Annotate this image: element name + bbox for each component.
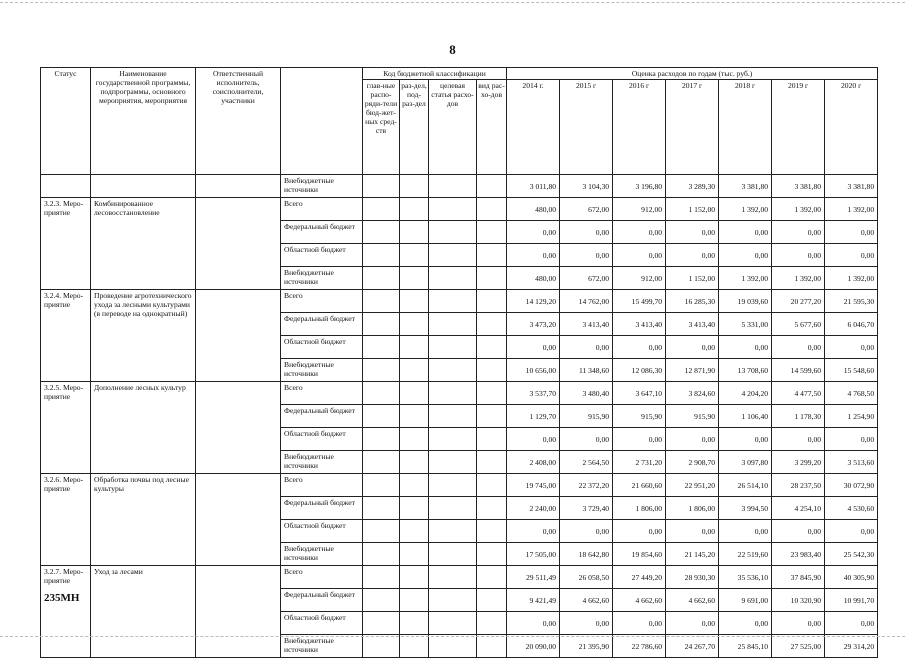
responsible-cell bbox=[196, 175, 281, 198]
value-cell: 21 595,30 bbox=[825, 290, 878, 313]
code-cell bbox=[429, 405, 477, 428]
status-cell: 3.2.5. Меро-приятие bbox=[41, 382, 91, 474]
value-cell: 1 129,70 bbox=[507, 405, 560, 428]
value-cell: 0,00 bbox=[666, 612, 719, 635]
status-cell: 3.2.6. Меро-приятие bbox=[41, 474, 91, 566]
name-cell: Проведение агротехнического ухода за лесными культурами (в переводе на однократный) bbox=[91, 290, 196, 382]
source-cell: Областной бюджет bbox=[281, 244, 363, 267]
value-cell: 0,00 bbox=[507, 520, 560, 543]
code-cell bbox=[429, 612, 477, 635]
value-cell: 0,00 bbox=[507, 244, 560, 267]
value-cell: 6 046,70 bbox=[825, 313, 878, 336]
value-cell: 0,00 bbox=[666, 221, 719, 244]
code-cell bbox=[477, 589, 507, 612]
table-row bbox=[41, 198, 878, 221]
value-cell: 0,00 bbox=[772, 612, 825, 635]
responsible-cell bbox=[196, 198, 281, 290]
source-cell: Внебюджетные источники bbox=[281, 635, 363, 658]
value-cell: 15 499,70 bbox=[613, 290, 666, 313]
value-cell: 4 254,10 bbox=[772, 497, 825, 520]
value-cell: 1 392,00 bbox=[772, 267, 825, 290]
code-cell bbox=[400, 405, 429, 428]
value-cell: 28 237,50 bbox=[772, 474, 825, 497]
value-cell: 5 331,00 bbox=[719, 313, 772, 336]
value-cell: 1 392,00 bbox=[825, 198, 878, 221]
value-cell: 30 072,90 bbox=[825, 474, 878, 497]
footer-code: 235МН bbox=[44, 592, 80, 604]
header-source bbox=[281, 68, 363, 175]
value-cell: 23 983,40 bbox=[772, 543, 825, 566]
code-cell bbox=[363, 336, 400, 359]
value-cell: 1 106,40 bbox=[719, 405, 772, 428]
table-row bbox=[41, 175, 878, 198]
code-cell bbox=[400, 635, 429, 658]
code-cell bbox=[477, 543, 507, 566]
value-cell: 22 372,20 bbox=[560, 474, 613, 497]
code-cell bbox=[363, 221, 400, 244]
value-cell: 0,00 bbox=[772, 336, 825, 359]
code-cell bbox=[400, 382, 429, 405]
name-cell: Уход за лесами bbox=[91, 566, 196, 658]
code-cell bbox=[363, 428, 400, 451]
code-cell bbox=[429, 290, 477, 313]
source-cell: Внебюджетные источники bbox=[281, 451, 363, 474]
status-cell: 3.2.3. Меро-приятие bbox=[41, 198, 91, 290]
value-cell: 4 662,60 bbox=[666, 589, 719, 612]
source-cell: Внебюджетные источники bbox=[281, 359, 363, 382]
code-cell bbox=[363, 589, 400, 612]
value-cell: 0,00 bbox=[772, 428, 825, 451]
value-cell: 19 745,00 bbox=[507, 474, 560, 497]
code-cell bbox=[400, 520, 429, 543]
value-cell: 1 392,00 bbox=[719, 198, 772, 221]
code-cell bbox=[400, 474, 429, 497]
header-year: 2014 г. bbox=[507, 80, 560, 175]
value-cell: 480,00 bbox=[507, 267, 560, 290]
code-cell bbox=[400, 612, 429, 635]
value-cell: 0,00 bbox=[613, 221, 666, 244]
value-cell: 3 196,80 bbox=[613, 175, 666, 198]
value-cell: 18 642,80 bbox=[560, 543, 613, 566]
code-cell bbox=[363, 175, 400, 198]
value-cell: 0,00 bbox=[560, 520, 613, 543]
source-cell: Внебюджетные источники bbox=[281, 175, 363, 198]
value-cell: 3 824,60 bbox=[666, 382, 719, 405]
value-cell: 0,00 bbox=[719, 612, 772, 635]
value-cell: 0,00 bbox=[507, 336, 560, 359]
header-estimate: Оценка расходов по годам (тыс. руб.) bbox=[507, 68, 878, 80]
code-cell bbox=[477, 359, 507, 382]
value-cell: 3 413,40 bbox=[666, 313, 719, 336]
value-cell: 19 854,60 bbox=[613, 543, 666, 566]
code-cell bbox=[400, 313, 429, 336]
code-cell bbox=[363, 451, 400, 474]
value-cell: 22 786,60 bbox=[613, 635, 666, 658]
value-cell: 12 086,30 bbox=[613, 359, 666, 382]
code-cell bbox=[400, 497, 429, 520]
status-cell: 3.2.4. Меро-приятие bbox=[41, 290, 91, 382]
value-cell: 0,00 bbox=[613, 336, 666, 359]
code-cell bbox=[363, 198, 400, 221]
value-cell: 0,00 bbox=[507, 221, 560, 244]
source-cell: Внебюджетные источники bbox=[281, 267, 363, 290]
code-cell bbox=[429, 244, 477, 267]
code-cell bbox=[400, 428, 429, 451]
header-year: 2017 г bbox=[666, 80, 719, 175]
code-cell bbox=[429, 589, 477, 612]
name-cell: Комбинированное лесовосстановление bbox=[91, 198, 196, 290]
source-cell: Областной бюджет bbox=[281, 336, 363, 359]
code-cell bbox=[477, 497, 507, 520]
code-cell bbox=[363, 382, 400, 405]
source-cell: Областной бюджет bbox=[281, 428, 363, 451]
responsible-cell bbox=[196, 290, 281, 382]
value-cell: 0,00 bbox=[719, 428, 772, 451]
value-cell: 915,90 bbox=[613, 405, 666, 428]
value-cell: 1 392,00 bbox=[772, 198, 825, 221]
value-cell: 14 762,00 bbox=[560, 290, 613, 313]
source-cell: Федеральный бюджет bbox=[281, 313, 363, 336]
value-cell: 4 530,60 bbox=[825, 497, 878, 520]
value-cell: 912,00 bbox=[613, 267, 666, 290]
code-cell bbox=[400, 290, 429, 313]
header-year: 2015 г bbox=[560, 80, 613, 175]
source-cell: Федеральный бюджет bbox=[281, 405, 363, 428]
code-cell bbox=[400, 175, 429, 198]
header-budget-code: Код бюджетной классификации bbox=[363, 68, 507, 80]
value-cell: 0,00 bbox=[613, 428, 666, 451]
value-cell: 0,00 bbox=[772, 221, 825, 244]
page-number: 8 bbox=[449, 42, 456, 57]
value-cell: 12 871,90 bbox=[666, 359, 719, 382]
status-cell bbox=[41, 175, 91, 198]
table-row bbox=[41, 290, 878, 313]
header-code-col: целевая статья расхо-дов bbox=[429, 80, 477, 175]
value-cell: 1 178,30 bbox=[772, 405, 825, 428]
code-cell bbox=[429, 267, 477, 290]
value-cell: 0,00 bbox=[507, 612, 560, 635]
value-cell: 0,00 bbox=[825, 612, 878, 635]
header-name: Наименование государственной программы, подпрограммы, основного мероприятия, мероприятия bbox=[91, 68, 196, 175]
value-cell: 35 536,10 bbox=[719, 566, 772, 589]
value-cell: 19 039,60 bbox=[719, 290, 772, 313]
value-cell: 27 449,20 bbox=[613, 566, 666, 589]
code-cell bbox=[477, 267, 507, 290]
value-cell: 0,00 bbox=[825, 244, 878, 267]
header-year: 2020 г bbox=[825, 80, 878, 175]
code-cell bbox=[400, 543, 429, 566]
name-cell: Обработка почвы под лесные культуры bbox=[91, 474, 196, 566]
value-cell: 0,00 bbox=[666, 428, 719, 451]
value-cell: 13 708,60 bbox=[719, 359, 772, 382]
value-cell: 9 421,49 bbox=[507, 589, 560, 612]
header-code-col: глав-ные распо-ряди-тели бюд-жет-ных сред-ств bbox=[363, 80, 400, 175]
code-cell bbox=[429, 635, 477, 658]
header-code-col: вид рас-хо-дов bbox=[477, 80, 507, 175]
header-year: 2018 г bbox=[719, 80, 772, 175]
code-cell bbox=[477, 520, 507, 543]
value-cell: 3 413,40 bbox=[613, 313, 666, 336]
value-cell: 2 731,20 bbox=[613, 451, 666, 474]
code-cell bbox=[477, 474, 507, 497]
value-cell: 24 267,70 bbox=[666, 635, 719, 658]
value-cell: 3 480,40 bbox=[560, 382, 613, 405]
code-cell bbox=[429, 428, 477, 451]
code-cell bbox=[429, 359, 477, 382]
code-cell bbox=[429, 497, 477, 520]
source-cell: Федеральный бюджет bbox=[281, 221, 363, 244]
value-cell: 20 277,20 bbox=[772, 290, 825, 313]
code-cell bbox=[429, 543, 477, 566]
value-cell: 4 662,60 bbox=[613, 589, 666, 612]
code-cell bbox=[429, 382, 477, 405]
value-cell: 22 951,20 bbox=[666, 474, 719, 497]
source-cell: Областной бюджет bbox=[281, 520, 363, 543]
code-cell bbox=[363, 635, 400, 658]
value-cell: 2 908,70 bbox=[666, 451, 719, 474]
value-cell: 1 152,00 bbox=[666, 198, 719, 221]
header-responsible: Ответственный исполнитель, соисполнители, участники bbox=[196, 68, 281, 175]
value-cell: 21 660,60 bbox=[613, 474, 666, 497]
value-cell: 915,90 bbox=[560, 405, 613, 428]
source-cell: Всего bbox=[281, 474, 363, 497]
value-cell: 4 662,60 bbox=[560, 589, 613, 612]
code-cell bbox=[400, 244, 429, 267]
value-cell: 0,00 bbox=[825, 336, 878, 359]
value-cell: 3 381,80 bbox=[825, 175, 878, 198]
code-cell bbox=[429, 566, 477, 589]
code-cell bbox=[363, 290, 400, 313]
code-cell bbox=[429, 221, 477, 244]
code-cell bbox=[363, 543, 400, 566]
source-cell: Всего bbox=[281, 566, 363, 589]
value-cell: 25 542,30 bbox=[825, 543, 878, 566]
code-cell bbox=[400, 336, 429, 359]
value-cell: 1 152,00 bbox=[666, 267, 719, 290]
value-cell: 17 505,00 bbox=[507, 543, 560, 566]
value-cell: 0,00 bbox=[560, 612, 613, 635]
value-cell: 10 991,70 bbox=[825, 589, 878, 612]
value-cell: 27 525,00 bbox=[772, 635, 825, 658]
value-cell: 14 599,60 bbox=[772, 359, 825, 382]
code-cell bbox=[477, 405, 507, 428]
code-cell bbox=[400, 589, 429, 612]
code-cell bbox=[400, 451, 429, 474]
code-cell bbox=[363, 474, 400, 497]
value-cell: 0,00 bbox=[772, 520, 825, 543]
value-cell: 0,00 bbox=[560, 221, 613, 244]
header-year: 2019 г bbox=[772, 80, 825, 175]
code-cell bbox=[477, 382, 507, 405]
value-cell: 10 320,90 bbox=[772, 589, 825, 612]
value-cell: 672,00 bbox=[560, 198, 613, 221]
value-cell: 0,00 bbox=[825, 428, 878, 451]
code-cell bbox=[477, 635, 507, 658]
value-cell: 2 408,00 bbox=[507, 451, 560, 474]
value-cell: 0,00 bbox=[613, 612, 666, 635]
value-cell: 3 299,20 bbox=[772, 451, 825, 474]
value-cell: 26 058,50 bbox=[560, 566, 613, 589]
value-cell: 0,00 bbox=[560, 244, 613, 267]
value-cell: 3 097,80 bbox=[719, 451, 772, 474]
value-cell: 1 392,00 bbox=[825, 267, 878, 290]
name-cell bbox=[91, 175, 196, 198]
top-border-line bbox=[0, 2, 905, 3]
value-cell: 21 395,90 bbox=[560, 635, 613, 658]
value-cell: 912,00 bbox=[613, 198, 666, 221]
value-cell: 15 548,60 bbox=[825, 359, 878, 382]
responsible-cell bbox=[196, 382, 281, 474]
value-cell: 0,00 bbox=[666, 520, 719, 543]
status-cell: 3.2.7. Меро-приятие bbox=[41, 566, 91, 658]
value-cell: 3 381,80 bbox=[719, 175, 772, 198]
code-cell bbox=[363, 359, 400, 382]
value-cell: 0,00 bbox=[719, 520, 772, 543]
header-status: Статус bbox=[41, 68, 91, 175]
value-cell: 21 145,20 bbox=[666, 543, 719, 566]
code-cell bbox=[429, 520, 477, 543]
code-cell bbox=[363, 612, 400, 635]
value-cell: 3 104,30 bbox=[560, 175, 613, 198]
value-cell: 5 677,60 bbox=[772, 313, 825, 336]
responsible-cell bbox=[196, 474, 281, 566]
value-cell: 1 806,00 bbox=[666, 497, 719, 520]
value-cell: 915,90 bbox=[666, 405, 719, 428]
value-cell: 25 845,10 bbox=[719, 635, 772, 658]
value-cell: 0,00 bbox=[719, 244, 772, 267]
code-cell bbox=[477, 175, 507, 198]
value-cell: 29 314,20 bbox=[825, 635, 878, 658]
value-cell: 9 691,00 bbox=[719, 589, 772, 612]
budget-table bbox=[40, 67, 878, 658]
code-cell bbox=[400, 359, 429, 382]
code-cell bbox=[363, 313, 400, 336]
code-cell bbox=[429, 313, 477, 336]
value-cell: 3 289,30 bbox=[666, 175, 719, 198]
code-cell bbox=[477, 244, 507, 267]
code-cell bbox=[477, 198, 507, 221]
responsible-cell bbox=[196, 566, 281, 658]
code-cell bbox=[363, 497, 400, 520]
source-cell: Федеральный бюджет bbox=[281, 589, 363, 612]
value-cell: 4 477,50 bbox=[772, 382, 825, 405]
value-cell: 1 392,00 bbox=[719, 267, 772, 290]
value-cell: 4 204,20 bbox=[719, 382, 772, 405]
code-cell bbox=[477, 221, 507, 244]
value-cell: 4 768,50 bbox=[825, 382, 878, 405]
value-cell: 480,00 bbox=[507, 198, 560, 221]
value-cell: 3 381,80 bbox=[772, 175, 825, 198]
code-cell bbox=[429, 336, 477, 359]
name-cell: Дополнение лесных культур bbox=[91, 382, 196, 474]
code-cell bbox=[400, 198, 429, 221]
value-cell: 22 519,60 bbox=[719, 543, 772, 566]
code-cell bbox=[400, 566, 429, 589]
value-cell: 0,00 bbox=[613, 520, 666, 543]
code-cell bbox=[400, 221, 429, 244]
value-cell: 3 413,40 bbox=[560, 313, 613, 336]
value-cell: 3 513,60 bbox=[825, 451, 878, 474]
value-cell: 0,00 bbox=[560, 428, 613, 451]
value-cell: 16 285,30 bbox=[666, 290, 719, 313]
value-cell: 0,00 bbox=[666, 244, 719, 267]
value-cell: 14 129,20 bbox=[507, 290, 560, 313]
value-cell: 2 240,00 bbox=[507, 497, 560, 520]
bottom-border-line bbox=[0, 636, 905, 637]
source-cell: Федеральный бюджет bbox=[281, 497, 363, 520]
header-code-col: раз-дел, под-раз-дел bbox=[400, 80, 429, 175]
value-cell: 0,00 bbox=[666, 336, 719, 359]
source-cell: Всего bbox=[281, 382, 363, 405]
value-cell: 29 511,49 bbox=[507, 566, 560, 589]
value-cell: 672,00 bbox=[560, 267, 613, 290]
value-cell: 26 514,10 bbox=[719, 474, 772, 497]
code-cell bbox=[363, 244, 400, 267]
value-cell: 20 090,00 bbox=[507, 635, 560, 658]
value-cell: 0,00 bbox=[825, 520, 878, 543]
table-row bbox=[41, 474, 878, 497]
value-cell: 11 348,60 bbox=[560, 359, 613, 382]
table-row bbox=[41, 566, 878, 589]
source-cell: Внебюджетные источники bbox=[281, 543, 363, 566]
code-cell bbox=[477, 336, 507, 359]
code-cell bbox=[363, 520, 400, 543]
value-cell: 1 254,90 bbox=[825, 405, 878, 428]
code-cell bbox=[477, 313, 507, 336]
value-cell: 0,00 bbox=[772, 244, 825, 267]
code-cell bbox=[477, 428, 507, 451]
value-cell: 2 564,50 bbox=[560, 451, 613, 474]
code-cell bbox=[477, 451, 507, 474]
header-year: 2016 г bbox=[613, 80, 666, 175]
source-cell: Областной бюджет bbox=[281, 612, 363, 635]
value-cell: 3 011,80 bbox=[507, 175, 560, 198]
code-cell bbox=[363, 405, 400, 428]
code-cell bbox=[477, 566, 507, 589]
code-cell bbox=[363, 267, 400, 290]
value-cell: 0,00 bbox=[719, 221, 772, 244]
code-cell bbox=[429, 451, 477, 474]
value-cell: 28 930,30 bbox=[666, 566, 719, 589]
value-cell: 0,00 bbox=[719, 336, 772, 359]
value-cell: 40 305,90 bbox=[825, 566, 878, 589]
value-cell: 0,00 bbox=[560, 336, 613, 359]
code-cell bbox=[429, 474, 477, 497]
value-cell: 0,00 bbox=[613, 244, 666, 267]
code-cell bbox=[400, 267, 429, 290]
code-cell bbox=[477, 612, 507, 635]
source-cell: Всего bbox=[281, 198, 363, 221]
value-cell: 3 994,50 bbox=[719, 497, 772, 520]
value-cell: 3 729,40 bbox=[560, 497, 613, 520]
code-cell bbox=[429, 175, 477, 198]
value-cell: 10 656,00 bbox=[507, 359, 560, 382]
code-cell bbox=[363, 566, 400, 589]
value-cell: 1 806,00 bbox=[613, 497, 666, 520]
code-cell bbox=[429, 198, 477, 221]
value-cell: 37 845,90 bbox=[772, 566, 825, 589]
value-cell: 3 647,10 bbox=[613, 382, 666, 405]
value-cell: 3 473,20 bbox=[507, 313, 560, 336]
source-cell: Всего bbox=[281, 290, 363, 313]
value-cell: 0,00 bbox=[507, 428, 560, 451]
value-cell: 0,00 bbox=[825, 221, 878, 244]
value-cell: 3 537,70 bbox=[507, 382, 560, 405]
code-cell bbox=[477, 290, 507, 313]
table-row bbox=[41, 382, 878, 405]
